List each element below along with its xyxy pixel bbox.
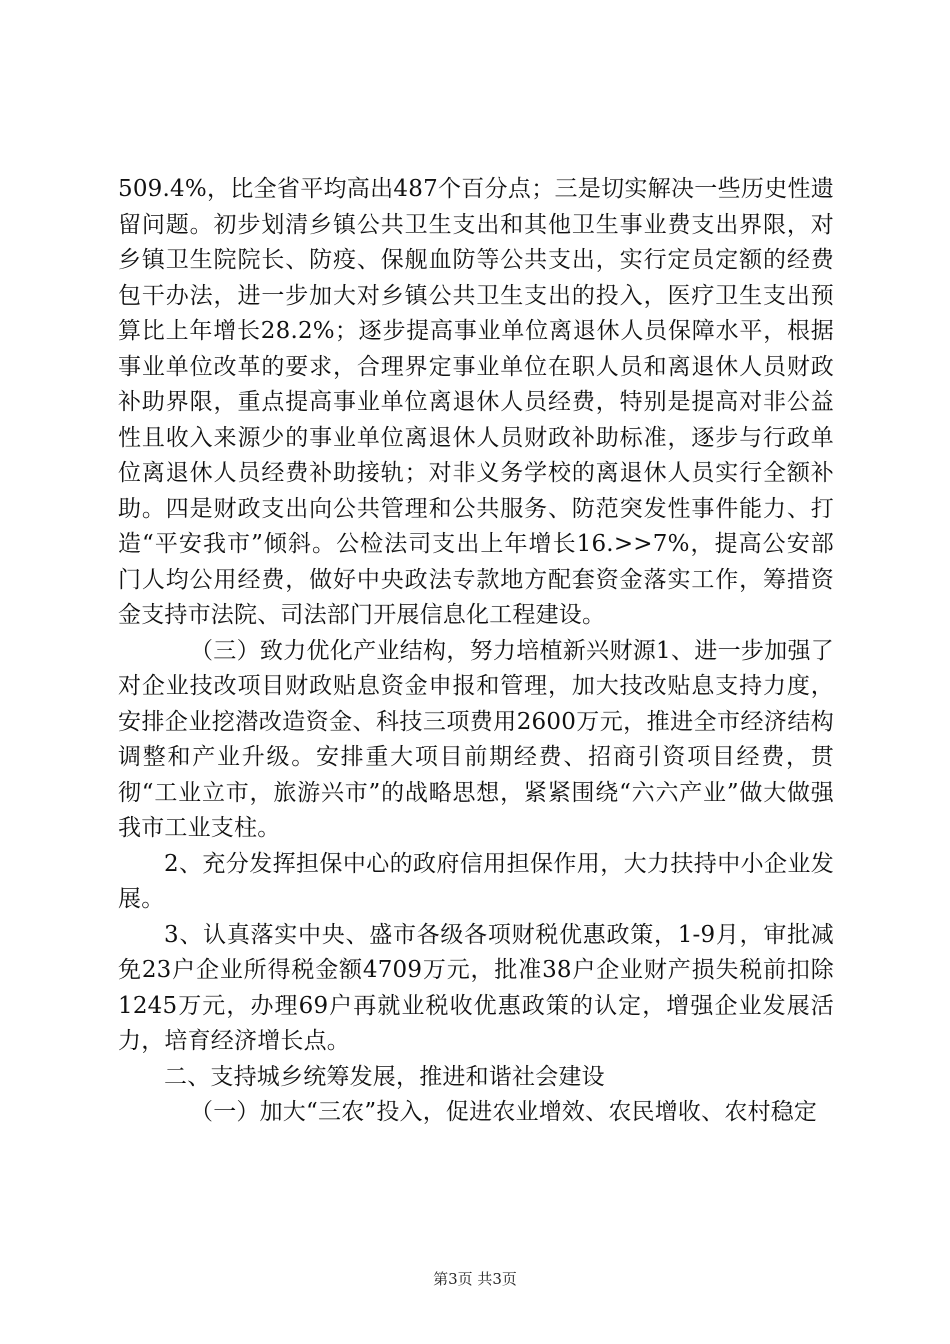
paragraph-guarantee-center: 2、充分发挥担保中心的政府信用担保作用，大力扶持中小企业发展。 (118, 850, 834, 912)
page-number-footer: 第3页 共3页 (433, 1270, 517, 1288)
document-body (118, 172, 834, 1131)
section-heading-urban-rural: 二、支持城乡统筹发展，推进和谐社会建设 (164, 1063, 605, 1090)
paragraph-industry-structure: （三）致力优化产业结构，努力培植新兴财源1、进一步加强了对企业技改项目财政贴息资金申报和管理，加大技改贴息支持力度，安排企业挖潜改造资金、科技三项费用2600万元，推进全市经济结构调整和产业升级。安排重大项目前期经费、招商引资项目经费，贯彻“工业立市，旅游兴市”的战略思想，紧紧围绕“六六产业”做大做强我市工业支柱。 (118, 637, 834, 841)
subsection-heading-agriculture: （一）加大“三农”投入，促进农业增效、农民增收、农村稳定 (190, 1099, 818, 1125)
paragraph-public-health: 509.4%，比全省平均高出487个百分点；三是切实解决一些历史性遗留问题。初步划清乡镇公共卫生支出和其他卫生事业费支出界限，对乡镇卫生院院长、防疫、保舰血防等公共支出，实行定员定额的经费包干办法，进一步加大对乡镇公共卫生支出的投入，医疗卫生支出预算比上年增长28.2%；逐步提高事业单位离退休人员保障水平，根据事业单位改革的要求，合理界定事业单位在职人员和离退休人员财政补助界限，重点提高事业单位离退休人员经费，特别是提高对非公益性且收入来源少的事业单位离退休人员财政补助标准，逐步与行政单位离退休人员经费补助接轨；对非义务学校的离退休人员实行全额补助。四是财政支出向公共管理和公共服务、防范突发性事件能力、打造“平安我市”倾斜。公检法司支出上年增长16.>>7%，提高公安部门人均公用经费，做好中央政法专款地方配套资金落实工作，筹措资金支持市法院、司法部门开展信息化工程建设。 (118, 176, 834, 628)
paragraph-tax-policy: 3、认真落实中央、盛市各级各项财税优惠政策，1-9月，审批减免23户企业所得税金额4709万元，批准38户企业财产损失税前扣除1245万元，办理69户再就业税收优惠政策的认定，增强企业发展活力，培育经济增长点。 (118, 921, 834, 1054)
